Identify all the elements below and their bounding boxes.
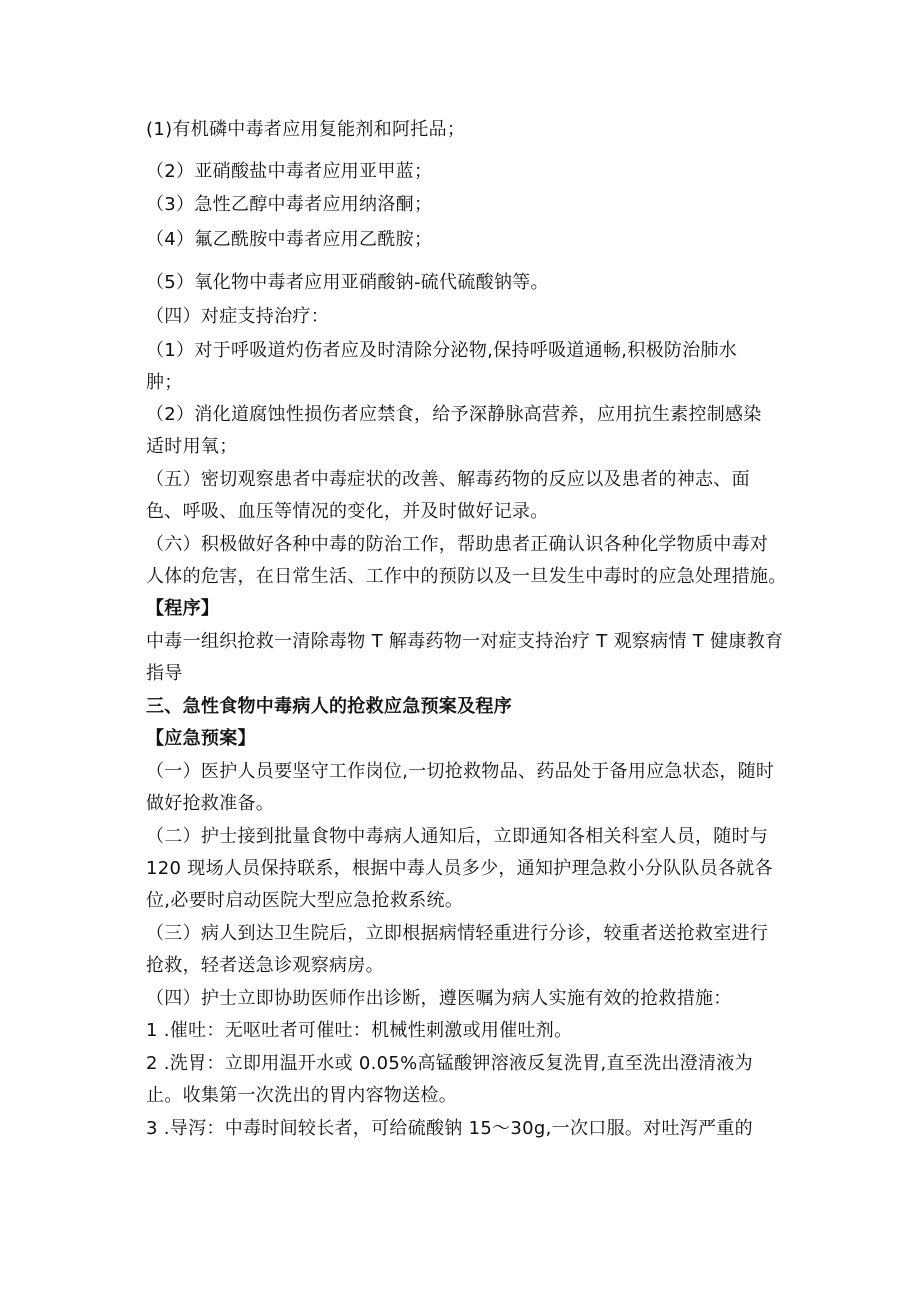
section-heading: （三）病人到达卫生院后，立即根据病情轻重进行分诊，较重者送抢救室进行 — [146, 923, 769, 944]
text-line: 人体的危害，在日常生活、工作中的预防以及一旦发生中毒时的应急处理措施。 — [146, 566, 787, 587]
text-line: 抢救，轻者送急诊观察病房。 — [146, 955, 384, 976]
section-heading: （五）密切观察患者中毒症状的改善、解毒药物的反应以及患者的神志、面 — [146, 469, 750, 490]
section-heading: （六）积极做好各种中毒的防治工作，帮助患者正确认识各种化学物质中毒对 — [146, 534, 769, 555]
list-item: 2 .洗胃：立即用温开水或 0.05%高锰酸钾溶液反复洗胃,直至洗出澄清液为 — [146, 1053, 753, 1074]
section-heading: （一）医护人员要坚守工作岗位,一切抢救物品、药品处于备用应急状态，随时 — [146, 761, 775, 782]
text-line: 肿； — [146, 372, 183, 393]
text-line: 指导 — [146, 663, 183, 684]
text-line: 位,必要时启动医院大型应急抢救系统。 — [146, 890, 464, 911]
section-heading: （四）对症支持治疗： — [146, 306, 329, 327]
text-line: 做好抢救准备。 — [146, 793, 275, 814]
text-line: 适时用氧； — [146, 436, 238, 457]
list-item: 1 .催吐：无呕吐者可催吐：机械性刺激或用催吐剂。 — [146, 1020, 573, 1041]
text-line: （1）对于呼吸道灼伤者应及时清除分泌物,保持呼吸道通畅,积极防治肺水 — [146, 340, 738, 361]
text-line: （5）氧化物中毒者应用亚硝酸钠-硫代硫酸钠等。 — [146, 272, 549, 293]
section-heading: （二）护士接到批量食物中毒病人通知后，立即通知各相关科室人员，随时与 — [146, 826, 769, 847]
bracket-heading: 【程序】 — [146, 598, 220, 619]
text-line: 120 现场人员保持联系，根据中毒人员多少，通知护理急救小分队队员各就各 — [146, 858, 773, 879]
text-line: （4）氟乙酰胺中毒者应用乙酰胺； — [146, 229, 433, 250]
section-heading: （四）护士立即协助医师作出诊断，遵医嘱为病人实施有效的抢救措施： — [146, 988, 732, 1009]
chapter-heading: 三、急性食物中毒病人的抢救应急预案及程序 — [146, 696, 512, 717]
text-line: 止。收集第一次洗出的胃内容物送检。 — [146, 1085, 458, 1106]
bracket-heading: 【应急预案】 — [146, 728, 256, 749]
list-item: 3 .导泻：中毒时间较长者，可给硫酸钠 15～30g,一次口服。对吐泻严重的 — [146, 1118, 753, 1139]
text-line: 中毒一组织抢救一清除毒物 T 解毒药物一对症支持治疗 T 观察病情 T 健康教育 — [146, 631, 784, 652]
text-line: （3）急性乙醇中毒者应用纳洛酮； — [146, 194, 433, 215]
text-line: (1)有机磷中毒者应用复能剂和阿托品； — [146, 119, 466, 140]
text-line: （2）亚硝酸盐中毒者应用亚甲蓝； — [146, 161, 433, 182]
text-line: 色、呼吸、血压等情况的变化，并及时做好记录。 — [146, 501, 549, 522]
text-line: （2）消化道腐蚀性损伤者应禁食，给予深静脉高营养，应用抗生素控制感染 — [146, 404, 762, 425]
